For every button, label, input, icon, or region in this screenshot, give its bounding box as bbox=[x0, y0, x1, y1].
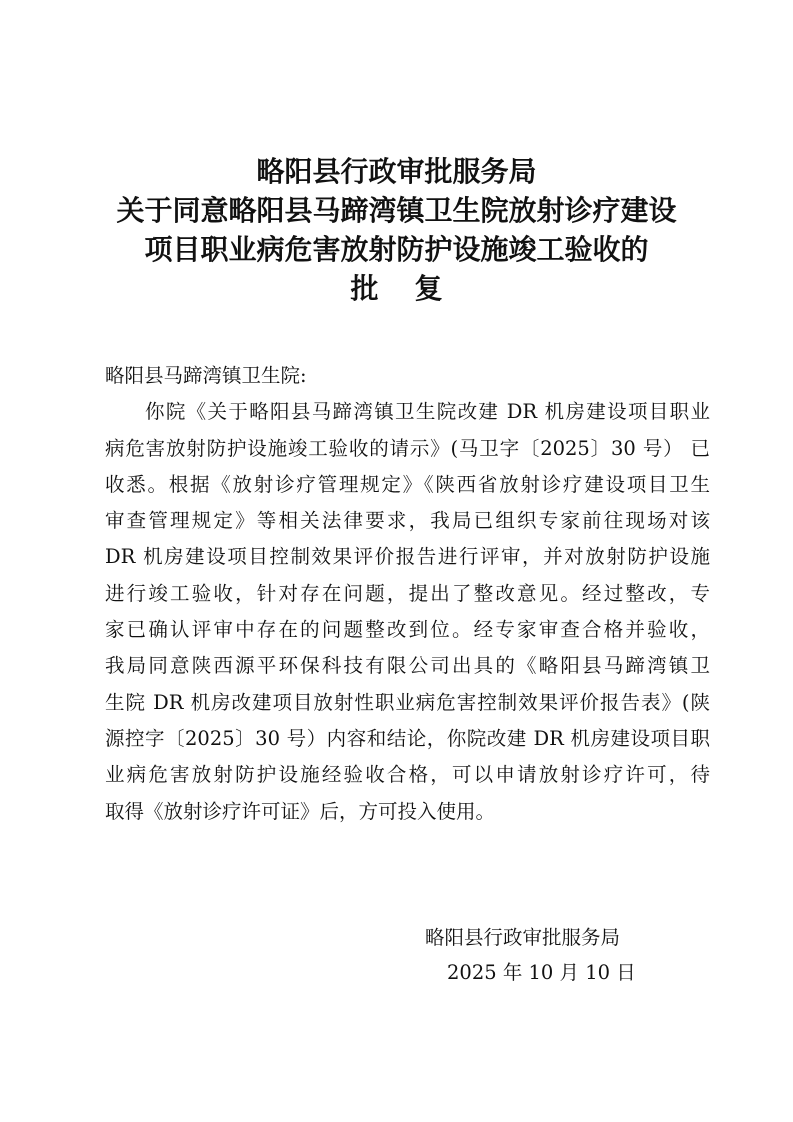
body-line: 家已确认评审中存在的问题整改到位。经专家审查合格并验收， bbox=[105, 618, 710, 642]
document-body bbox=[105, 358, 710, 830]
salutation: 略阳县马蹄湾镇卫生院: bbox=[105, 364, 307, 387]
body-line: 生院 DR 机房改建项目放射性职业病危害控制效果评价报告表》(陕 bbox=[105, 690, 710, 714]
body-line: 审查管理规定》等相关法律要求，我局已组织专家前往现场对该 bbox=[105, 509, 710, 533]
body-line: 我局同意陕西源平环保科技有限公司出具的《略阳县马蹄湾镇卫 bbox=[105, 654, 710, 678]
body-line: 进行竣工验收，针对存在问题，提出了整改意见。经过整改，专 bbox=[105, 581, 710, 605]
title-line: 项目职业病危害放射防护设施竣工验收的 bbox=[144, 233, 649, 266]
body-line: 业病危害放射防护设施经验收合格，可以申请放射诊疗许可，待 bbox=[105, 763, 710, 787]
signature-block bbox=[425, 920, 636, 990]
body-line: 病危害放射防护设施竣工验收的请示》(马卫字〔2025〕30 号） 已 bbox=[105, 436, 710, 460]
body-line: 你院《关于略阳县马蹄湾镇卫生院改建 DR 机房建设项目职业 bbox=[145, 400, 710, 424]
issuer: 略阳县行政审批服务局 bbox=[425, 926, 621, 949]
title-line: 关于同意略阳县马蹄湾镇卫生院放射诊疗建设 bbox=[116, 194, 677, 227]
document-title bbox=[0, 152, 793, 308]
body-line: 源控字〔2025〕30 号）内容和结论，你院改建 DR 机房建设项目职 bbox=[105, 726, 710, 750]
issue-date: 2025 年 10 月 10 日 bbox=[447, 961, 636, 984]
title-line: 批复 bbox=[350, 272, 479, 305]
title-line: 略阳县行政审批服务局 bbox=[256, 155, 537, 188]
body-line: DR 机房建设项目控制效果评价报告进行评审，并对放射防护设施 bbox=[105, 545, 710, 569]
body-line: 收悉。根据《放射诊疗管理规定》《陕西省放射诊疗建设项目卫生 bbox=[105, 472, 710, 496]
body-line: 取得《放射诊疗许可证》后，方可投入使用。 bbox=[105, 799, 496, 823]
